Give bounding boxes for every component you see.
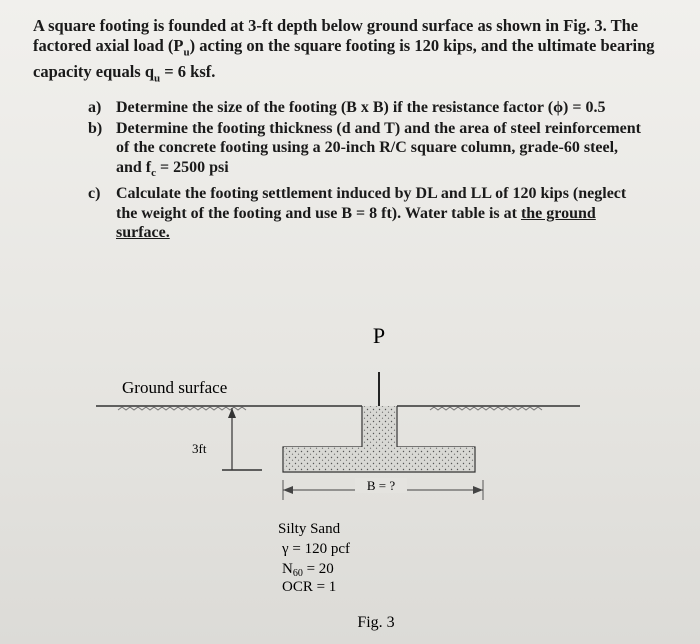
question-label: b): [88, 119, 103, 137]
question-label: a): [88, 99, 102, 116]
unit-weight: γ = 120 pcf: [282, 541, 350, 557]
question-text: Determine the size of the footing (B x B) if the resistance factor (ϕ) = 0.5: [116, 99, 606, 116]
question-b: [88, 119, 668, 184]
question-text: Determine the footing thickness (d and T) and the area of steel reinforcement: [116, 119, 641, 137]
question-label: c): [88, 185, 101, 203]
question-list: [88, 98, 668, 244]
question-text: of the concrete footing using a 20-inch R/C square column, grade-60 steel,: [116, 139, 619, 156]
question-c: [88, 184, 668, 243]
load-label: P: [372, 323, 386, 348]
depth-label: 3ft: [192, 441, 207, 456]
ocr-value: OCR = 1: [282, 579, 337, 595]
soil-name: Silty Sand: [278, 521, 341, 537]
question-text: and $f_c = 2500$ psi: [116, 158, 229, 179]
width-label: B = ?: [366, 478, 396, 493]
question-a: [88, 98, 668, 118]
question-text: the weight of the footing and use B = 8 ft). Water table is at the ground: [116, 204, 596, 222]
footing: [283, 406, 475, 472]
question-text: surface.: [116, 224, 170, 242]
footing-figure: [0, 300, 700, 644]
ground-surface-label: Ground surface: [122, 378, 228, 397]
figure-caption: Fig. 3: [357, 614, 395, 631]
intro-line-3: capacity equals $q_u = 6$ ksf.: [33, 62, 216, 85]
intro-line-2: factored axial load $(P_u)$ acting on the square footing is 120 kips, and the ultimate bearing: [33, 35, 655, 58]
question-text: Calculate the footing settlement induced by DL and LL of 120 kips (neglect: [116, 185, 627, 203]
spt-n60: $N_{60} = 20$: [282, 561, 334, 579]
ground-line: [96, 406, 580, 410]
depth-dimension: [222, 408, 262, 470]
intro-line-1: A square footing is founded at 3-ft depth below ground surface as shown in Fig. 3. The: [33, 16, 639, 35]
problem-statement: [33, 16, 673, 89]
